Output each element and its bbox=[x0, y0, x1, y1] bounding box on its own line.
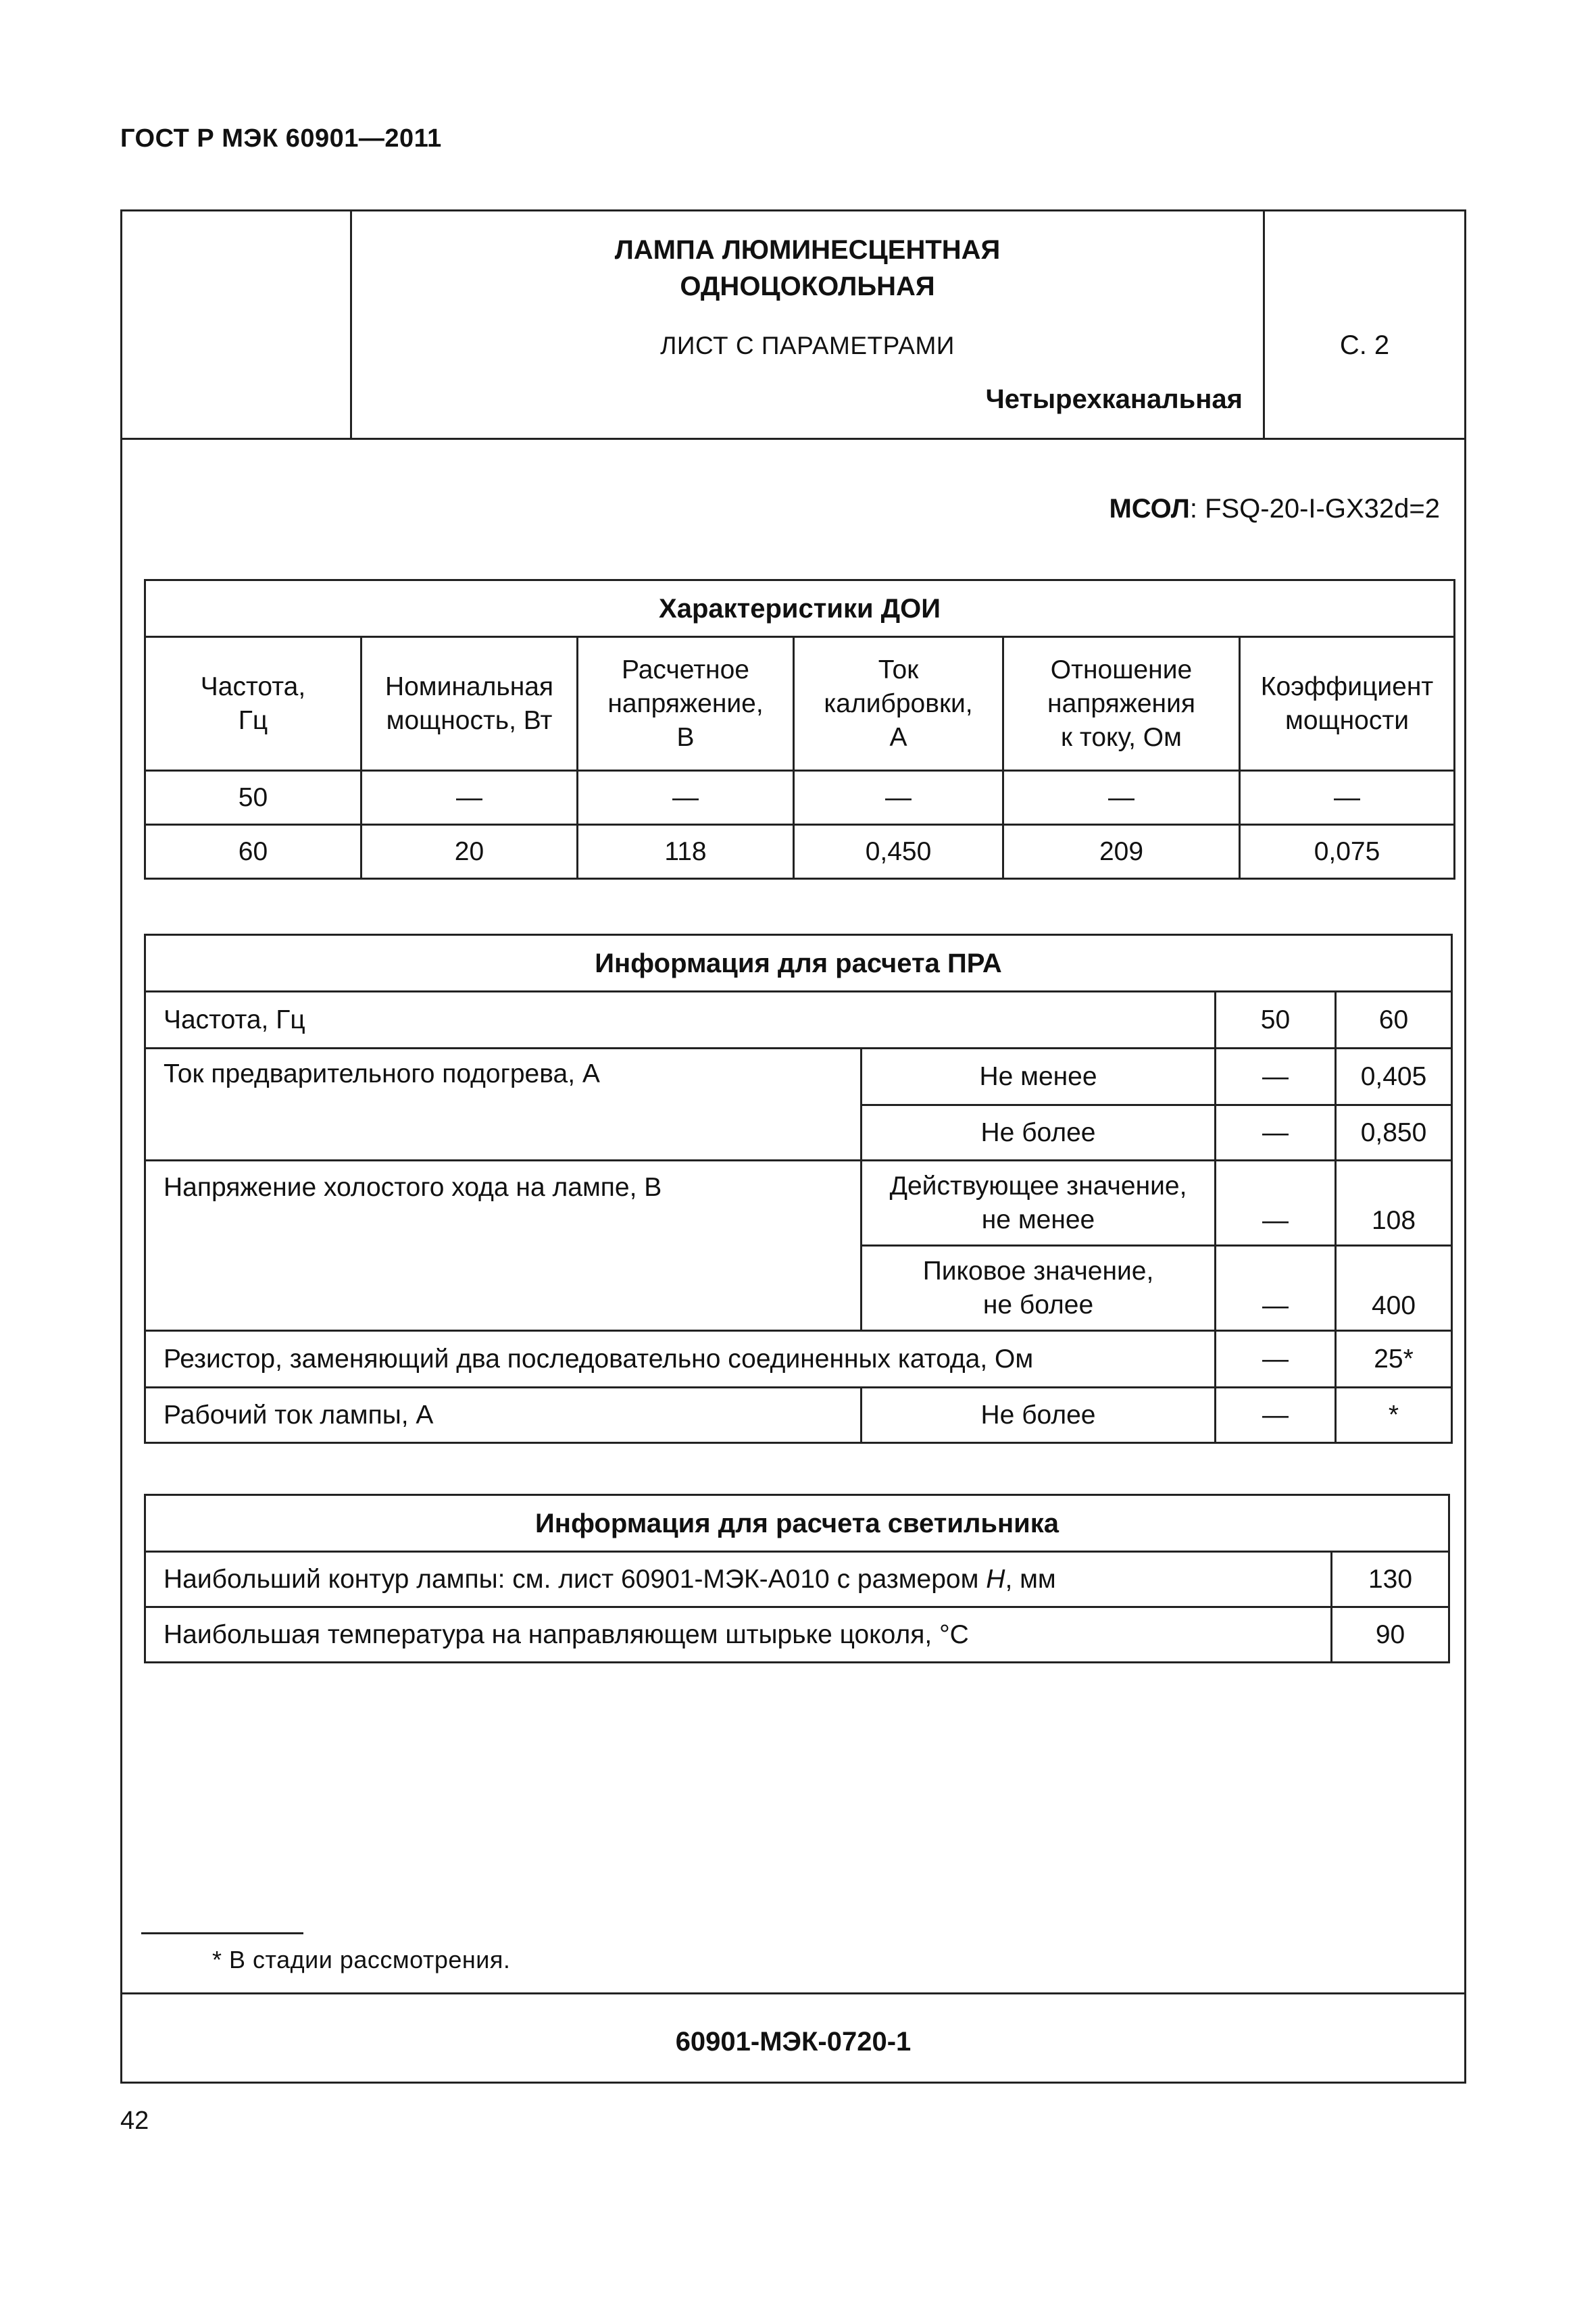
table-cell: — bbox=[361, 771, 578, 825]
ballast-info-table bbox=[144, 934, 1453, 1444]
page-number: 42 bbox=[120, 2107, 149, 2135]
sheet-footer bbox=[122, 1992, 1464, 2082]
lamp-characteristics-title: Характеристики ДОИ bbox=[145, 580, 1455, 637]
sheet-page-cell bbox=[1263, 211, 1464, 438]
sheet-code: 60901-МЭК-0720-1 bbox=[675, 2027, 912, 2057]
open-circuit-rms-60: 108 bbox=[1336, 1161, 1452, 1246]
document-header: ГОСТ Р МЭК 60901—2011 bbox=[120, 124, 442, 153]
max-pin-temperature-label: Наибольшая температура на направляющем штырьке цоколя, °С bbox=[145, 1607, 1332, 1663]
column-header-voltage-current-ratio: Отношение напряжения к току, Ом bbox=[1003, 637, 1240, 771]
sheet-title-line-1: ЛАМПА ЛЮМИНЕСЦЕНТНАЯ bbox=[614, 235, 1001, 265]
ballast-info-title: Информация для расчета ПРА bbox=[145, 935, 1452, 992]
table-cell: 0,075 bbox=[1240, 825, 1455, 879]
sheet-page: С. 2 bbox=[1339, 330, 1390, 360]
table-cell: — bbox=[794, 771, 1003, 825]
footnote: * В стадии рассмотрения. bbox=[212, 1946, 511, 1973]
table-cell: 20 bbox=[361, 825, 578, 879]
sheet-title bbox=[352, 232, 1263, 305]
sheet-header-title-cell bbox=[352, 211, 1263, 438]
operating-current-label: Рабочий ток лампы, А bbox=[145, 1388, 862, 1443]
column-header-frequency: Частота, Гц bbox=[145, 637, 361, 771]
sheet-header-blank-cell bbox=[122, 211, 352, 438]
table-row bbox=[145, 825, 1455, 879]
footnote-divider bbox=[141, 1932, 303, 1934]
column-header-power-factor: Коэффициент мощности bbox=[1240, 637, 1455, 771]
open-circuit-rms-label: Действующее значение, не менее bbox=[862, 1161, 1216, 1246]
column-header-design-voltage: Расчетное напряжение, В bbox=[578, 637, 794, 771]
table-cell: 50 bbox=[145, 771, 361, 825]
sheet-title-line-2: ОДНОЦОКОЛЬНАЯ bbox=[680, 272, 935, 301]
cathode-resistor-60: 25* bbox=[1336, 1331, 1452, 1388]
preheat-current-label: Ток предварительного подогрева, А bbox=[145, 1049, 862, 1161]
max-pin-temperature-value: 90 bbox=[1332, 1607, 1449, 1663]
operating-current-50: — bbox=[1216, 1388, 1336, 1443]
frequency-label: Частота, Гц bbox=[145, 992, 1216, 1049]
preheat-min-50: — bbox=[1216, 1049, 1336, 1105]
table-cell: — bbox=[1003, 771, 1240, 825]
luminaire-info-title: Информация для расчета светильника bbox=[145, 1495, 1449, 1552]
preheat-min-60: 0,405 bbox=[1336, 1049, 1452, 1105]
operating-current-condition: Не более bbox=[862, 1388, 1216, 1443]
frequency-50: 50 bbox=[1216, 992, 1336, 1049]
open-circuit-rms-50: — bbox=[1216, 1161, 1336, 1246]
table-row bbox=[145, 771, 1455, 825]
open-circuit-peak-60: 400 bbox=[1336, 1246, 1452, 1331]
preheat-min-label: Не менее bbox=[862, 1049, 1216, 1105]
open-circuit-voltage-label: Напряжение холостого хода на лампе, В bbox=[145, 1161, 862, 1331]
preheat-max-50: — bbox=[1216, 1105, 1336, 1161]
table-cell: 118 bbox=[578, 825, 794, 879]
lamp-code bbox=[1109, 494, 1440, 524]
sheet-header bbox=[122, 211, 1464, 440]
sheet-subtitle: ЛИСТ С ПАРАМЕТРАМИ bbox=[660, 332, 955, 359]
lamp-characteristics-table bbox=[144, 579, 1455, 880]
cathode-resistor-label: Резистор, заменяющий два последовательно соединенных катода, Ом bbox=[145, 1331, 1216, 1388]
table-cell: 60 bbox=[145, 825, 361, 879]
open-circuit-peak-label: Пиковое значение, не более bbox=[862, 1246, 1216, 1331]
operating-current-60: * bbox=[1336, 1388, 1452, 1443]
table-cell: 0,450 bbox=[794, 825, 1003, 879]
cathode-resistor-50: — bbox=[1216, 1331, 1336, 1388]
lamp-code-label: МСОЛ bbox=[1109, 494, 1190, 524]
open-circuit-peak-50: — bbox=[1216, 1246, 1336, 1331]
preheat-max-60: 0,850 bbox=[1336, 1105, 1452, 1161]
table-cell: 209 bbox=[1003, 825, 1240, 879]
preheat-max-label: Не более bbox=[862, 1105, 1216, 1161]
frequency-60: 60 bbox=[1336, 992, 1452, 1049]
luminaire-info-table bbox=[144, 1494, 1450, 1663]
column-header-rated-power: Номинальная мощность, Вт bbox=[361, 637, 578, 771]
column-header-calibration-current: Ток калибровки, А bbox=[794, 637, 1003, 771]
table-cell: — bbox=[1240, 771, 1455, 825]
parameter-sheet-frame bbox=[120, 209, 1466, 2084]
sheet-variant: Четырехканальная bbox=[985, 384, 1243, 414]
table-cell: — bbox=[578, 771, 794, 825]
max-outline-value: 130 bbox=[1332, 1552, 1449, 1607]
max-outline-label: Наибольший контур лампы: см. лист 60901-МЭК-А010 с размером H, мм bbox=[145, 1552, 1332, 1607]
lamp-code-value: : FSQ-20-I-GX32d=2 bbox=[1189, 494, 1440, 524]
